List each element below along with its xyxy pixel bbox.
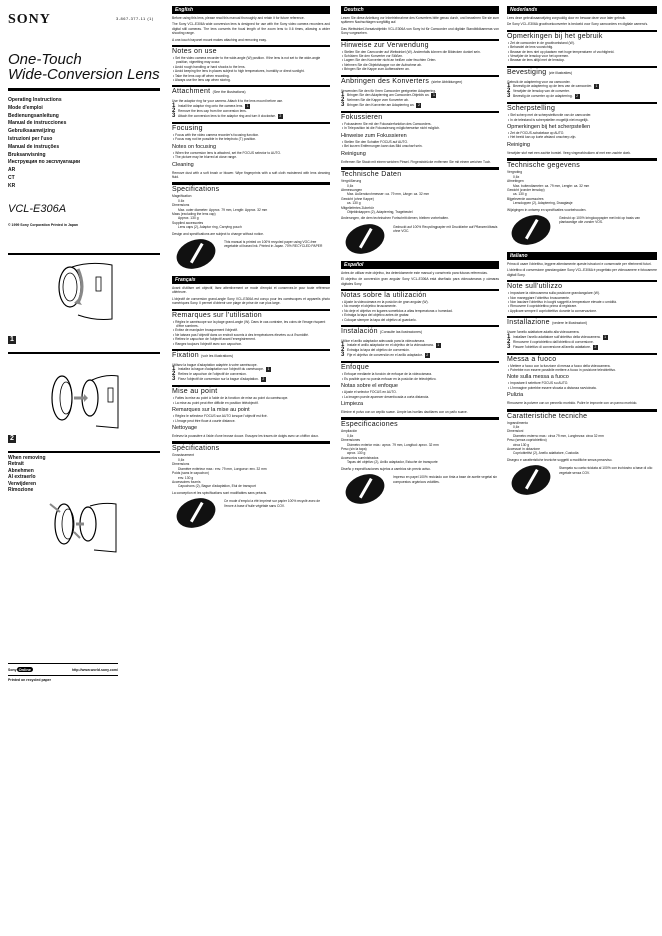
focusing-heading: Messa a fuoco (507, 355, 557, 363)
website-url[interactable]: http://www.world.sony.com/ (71, 667, 118, 672)
spec-line: Diametro esterno max.: circa 79 mm, Lunghezza: circa 32 mm (513, 433, 604, 438)
spec-line: Copriobiettivi (2), Anello adattatore, Custodia (513, 451, 579, 456)
notes-heading: Notes on use (172, 48, 217, 56)
recycle-logo-icon (507, 460, 554, 500)
figure-ref: 1 (246, 103, 249, 108)
step-item: 1 Bringen Sie den Adapterring am Camcorder-Objektiv an. 1 (341, 92, 435, 99)
language-header: Italiano (507, 252, 657, 260)
intro-paragraph: A one-touch bayonet mount makes attaching and removing easy. (172, 37, 267, 42)
intro-paragraph: Prima di usare l'obiettivo, leggere attentamente queste istruzioni e conservarle per riferimenti futuri. (507, 261, 652, 266)
focus-item: • In de telestand is scherpstellen mogelijk niet mogelijk. (508, 117, 589, 122)
divider (8, 451, 160, 453)
note-item: • No deje el objetivo en lugares sometidos a altas temperaturas o humedad. (342, 308, 453, 313)
spec-line: Gewicht (zonder lensdop) (507, 187, 545, 192)
spec-line: Vergrößerung (341, 179, 362, 184)
spec-line: ca. 130 g (513, 192, 527, 197)
language-list: Operating Instructions Mode d'emploi Bedienungsanleitung Manual de instrucciones Gebruiksaanwijzing Istruzioni per l'uso Manual de instruções Bruksanvisning Инструкция по эксплуатации AR CT KR (8, 97, 81, 189)
focus-item: • Focus may not be possible in the telephoto (T) position. (173, 137, 257, 142)
notes-heading: Notas sobre la utilización (341, 291, 427, 299)
intro-paragraph: Das Weitwinkel-Vorsatzobjektiv VCL-E306A von Sony ist für Camcorder und digitale Standbildkameras von Sony vorgesehen. (341, 26, 499, 36)
step-item: 3 Bevestig de converter op de adapterring. 2 (507, 93, 579, 100)
divider (8, 88, 160, 91)
note-item: • Nehmen Sie die Objektivkappe vor der Aufnahme ab. (342, 62, 422, 67)
note-item: • Coloque siempre la tapa del objetivo al guardarlo. (342, 317, 417, 322)
focus-note-item: • Zet de FOCUS-schakelaar op AUTO. (508, 131, 565, 136)
language-header: Español (341, 261, 499, 269)
spec-note: Design and specifications are subject to change without notice. (172, 231, 264, 236)
step-item: 2 Retirez le capuchon de l'objectif de conversion. (172, 371, 247, 378)
spec-line: 0,6x (513, 425, 520, 430)
focus-note-item: • Réglez le sélecteur FOCUS sur AUTO lorsque l'objectif est fixé. (173, 414, 268, 419)
specs-heading: Technische gegevens (507, 162, 581, 170)
step-item: 1 Installez la bague d'adaptation sur l'objectif du caméscope. 1 (172, 366, 270, 373)
cover-column (8, 4, 160, 559)
section-italiano (507, 252, 657, 494)
attachment-intro: Use the adaptor ring for your camera. Attach it to the lens mount before use. (172, 99, 284, 104)
focus-note-item: • L'immagine potrebbe essere sfocata a distanza ravvicinata. (508, 385, 597, 390)
spec-line: Peso (sin la tapa) (341, 447, 367, 452)
recycle-notice: Stampato su carta riciclata al 100% con inchiostro a base di olio vegetale senza COV. (507, 466, 657, 494)
cleaning-heading: Limpieza (341, 401, 364, 408)
focus-item: • Faites la mise au point à l'aide de la fonction de mise au point du caméscope. (173, 396, 289, 401)
spec-line: 0,6x (178, 457, 185, 462)
section-nederlands (507, 6, 657, 244)
attachment-heading: Fixation (voir les illustrations) (172, 352, 234, 360)
spec-line: Accesorios suministrados (341, 455, 379, 460)
spec-note: Wijzigingen in ontwerp en specificaties voorbehouden. (507, 207, 587, 212)
note-item: • Set the video camera recorder to the wide-angle (W) position. If the lens is not set to the wide-angle position, vignetting may occur. (173, 56, 321, 65)
step-item: 1 Bevestig de adapterring op de lens van de camcorder. 1 (507, 83, 598, 90)
spec-line: Approx. 130 g (178, 216, 199, 221)
specs-heading: Technische Daten (341, 171, 402, 179)
spec-line: Mass (excluding the lens cap) (172, 211, 216, 216)
spec-line: Ingrandimento (507, 420, 529, 425)
note-item: • Avoid keeping the lens in places subject to high temperatures, humidity or direct sunlight. (173, 69, 305, 74)
spec-note: Änderungen, die dem technischen Fortschritt dienen, bleiben vorbehalten. (341, 216, 449, 221)
step-item: 2 Remove the lens cap from the conversion lens. (172, 107, 247, 114)
spec-line: Tapas del objetivo (2), Anillo adaptador, Estuche de transporte (347, 460, 438, 465)
intro-paragraph: Antes de utilizar este objetivo, lea detenidamente este manual y consérvelo para futuras referencias. (341, 270, 488, 275)
step-item: 3 Bringen Sie den Konverter am Adapterring an. 2 (341, 102, 420, 109)
spec-line: Peso (senza copriobiettivo) (507, 438, 547, 443)
note-item: • Applicare sempre il copriobiettivo durante la conservazione. (508, 308, 597, 313)
step-item: 3 Fixez l'objectif de conversion sur la bague d'adaptation. 2 (172, 376, 265, 383)
specs-heading: Spécifications (172, 445, 220, 453)
note-item: • Réglez le caméscope sur la plage grand-angle (W). Dans le cas contraire, les coins de l'image risquent d'être sombres. (173, 319, 326, 328)
spec-line: Capuchons (2), Bague d'adaptation, Etui de transport (178, 484, 256, 489)
focusing-heading: Mise au point (172, 388, 218, 396)
copyright: © 1999 Sony Corporation Printed in Japan (8, 222, 79, 227)
spec-line: Poids (sans le capuchon) (172, 471, 210, 476)
focus-note-item: • L'image peut être floue à courte distance. (173, 418, 236, 423)
figure-ref: 2 (594, 344, 597, 349)
spec-line: env. 130 g (178, 475, 194, 480)
spec-line: Vergroting (507, 170, 523, 175)
intro-paragraph: Avant d'utiliser cet objectif, lisez attentivement ce mode d'emploi et conservez-le pour toute référence ultérieure. (172, 285, 330, 295)
focus-notes-heading: Opmerkingen bij het scherpstellen (507, 124, 591, 131)
focus-notes-heading: Note sulla messa a fuoco (507, 374, 569, 381)
spec-line: Supplied accessories (172, 220, 204, 225)
attachment-intro: Utilice el anillo adaptador adecuado para la videocámara. (341, 339, 425, 343)
focus-notes-heading: Remarques sur la mise au point (172, 407, 250, 414)
removing-labels: When removing Retrait Abnehmen Al extraerlo Verwijderen Rimozione (8, 454, 46, 494)
lens-insert-illustration (50, 358, 120, 440)
figure-ref: 2 (417, 103, 420, 108)
focus-item: • Es posible que no pueda enfocar en la posición de teleobjetivo. (342, 376, 437, 381)
figure-ref: 1 (595, 84, 598, 89)
recycle-notice: Impreso en papel 100% reciclado con tinta a base de aceite vegetal sin compuestos orgánicos volátiles. (341, 475, 499, 503)
spec-line: Max. outer diameter: Approx. 79 mm, Length: Approx. 32 mm (178, 207, 268, 212)
figure-ref: 2 (426, 353, 429, 358)
specs-heading: Especificaciones (341, 421, 398, 429)
figure-ref: 2 (262, 377, 265, 382)
attachment-heading: Installazione (vedere le illustrazioni) (507, 319, 588, 327)
note-item: • Stellen Sie den Camcorder auf Weitwinkel (W). Andernfalls können die Bildecken dunkel sein. (342, 49, 481, 54)
note-item: • Verwijder de lensdop voor het opnemen. (508, 54, 570, 59)
spec-line: Grossissement (172, 453, 194, 458)
divider (8, 253, 160, 255)
note-item: • Zet de camcorder in de groothoekstand (W). (508, 40, 575, 45)
intro-paragraph: El objetivo de conversión gran angular Sony VCL-E306A está diseñado para videocámaras y cámaras digitales Sony. (341, 277, 499, 286)
column-english-french (172, 4, 330, 527)
section-deutsch (341, 6, 499, 253)
spec-line: 0,6x (347, 183, 354, 188)
attachment-heading: Anbringen des Konverters (siehe Abbildungen) (341, 77, 463, 85)
focus-item: • In Teleposition ist die Fokussierung möglicherweise nicht möglich. (342, 126, 441, 131)
note-item: • Ajuste la videocámara en la posición de gran angular (W). (342, 299, 429, 304)
cleaning-text: Verwijder stof met een zachte borstel. Veeg vingerafdrukken af met een zachte doek. (507, 150, 631, 155)
note-item: • Always use the lens cap when storing. (173, 78, 231, 83)
figure-ref: 1 (267, 367, 270, 372)
cleaning-text: Remove dust with a soft brush or blower. Wipe fingerprints with a soft cloth moistened with lens cleaning fluid. (172, 170, 330, 179)
part-number: 3-867-377-11 (1) (116, 16, 154, 21)
cleaning-text: Entfernen Sie Staub mit einem weichen Pinsel. Fingerabdrücke entfernen Sie mit einem weichen Tuch. (341, 159, 492, 164)
figure-number: 2 (8, 435, 16, 443)
figure-ref: 2 (576, 94, 579, 99)
spec-line: circa 130 g (513, 442, 530, 447)
sony-online-logo: Sony Online (8, 667, 32, 672)
focus-item: • Fokussieren Sie mit der Fokussierfunktion des Camcorders. (342, 122, 432, 127)
spec-line: Gewicht (ohne Kappe) (341, 196, 374, 201)
note-item: • Extraiga la tapa del objetivo antes de grabar. (342, 313, 410, 318)
cleaning-heading: Reiniging (507, 141, 530, 148)
recycle-notice: This manual is printed on 100% recycled paper using VOC-free vegetable oil based ink. Printed in Japan. 70% RECYCLED PAPER (172, 240, 330, 268)
cleaning-heading: Pulizia (507, 392, 524, 399)
section-english (172, 6, 330, 268)
note-item: • Bringen Sie die Kappe zum Aufbewahren an. (342, 67, 410, 72)
language-header: Deutsch (341, 6, 499, 14)
divider (8, 675, 118, 676)
focus-item: • Focus with the video camera recorder's focusing function. (173, 132, 260, 137)
focusing-heading: Fokussieren (341, 114, 383, 122)
figure-number: 1 (8, 336, 16, 344)
notes-heading: Remarques sur l'utilisation (172, 311, 262, 319)
spec-line: Accessoires fournis (172, 479, 201, 484)
attachment-heading: Instalación (Consulte las ilustraciones) (341, 328, 423, 335)
language-header: Français (172, 276, 330, 284)
notes-heading: Hinweise zur Verwendung (341, 41, 429, 49)
focus-note-item: • Impostare il selettore FOCUS su AUTO. (508, 381, 569, 386)
spec-line: Magnification (172, 194, 192, 199)
spec-line: Accessori in dotazione (507, 447, 540, 452)
note-item: • Rimuovere il copriobiettivo prima di registrare. (508, 304, 578, 309)
figure-ref: 1 (432, 93, 435, 98)
note-item: • Behandel de lens voorzichtig. (508, 45, 554, 50)
note-item: • Avoid rough handling or hard shocks to the lens. (173, 64, 246, 69)
recycle-notice: Ce mode d'emploi a été imprimé sur papier 100% recyclé avec de l'encre à base d'huile végétale sans COV. (172, 499, 330, 527)
cleaning-heading: Nettoyage (172, 425, 198, 432)
focus-item: • Mettere a fuoco con la funzione di messa a fuoco della videocamera. (508, 363, 611, 368)
spec-line: aprox. 130 g (347, 451, 366, 456)
intro-paragraph: Lesen Sie diese Anleitung vor Inbetriebnahme des Konverters bitte genau durch, und bewahren Sie sie zum späteren Nachschlagen sorgfältig auf. (341, 16, 499, 25)
attachment-intro: Verwenden Sie den für Ihren Camcorder geeigneten Adapterring. (341, 88, 436, 93)
note-item: • Evitez de manipuler brusquement l'objectif. (173, 328, 238, 333)
focus-note-item: • La imagen puede aparecer desenfocada a corta distancia. (342, 394, 430, 399)
language-header: English (172, 6, 330, 14)
intro-paragraph: Lees deze gebruiksaanwijzing zorgvuldig door en bewaar deze voor later gebruik. (507, 16, 627, 20)
camera-lens-attach-illustration (50, 259, 120, 341)
focus-item: • Stel scherp met de scherpstelfunctie van de camcorder. (508, 113, 592, 118)
specs-heading: Specifications (172, 186, 220, 194)
attachment-intro: Gebruik de adapterring voor uw camcorder. (507, 79, 571, 84)
spec-note: Diseño y especificaciones sujetos a cambios sin previo aviso. (341, 466, 431, 471)
spec-line: Dimensions (172, 462, 190, 467)
attachment-intro: Usare l'anello adattatore adatto alla videocamera. (507, 330, 580, 335)
spec-line: 0,6x (347, 433, 354, 438)
focusing-heading: Focusing (172, 124, 203, 132)
note-item: • Bewaar de lens niet op plaatsen met hoge temperaturen of vochtigheid. (508, 49, 615, 54)
section-espanol (341, 261, 499, 503)
step-item: 1 Installare l'anello adattatore sull'obiettivo della videocamera. 1 (507, 333, 607, 340)
focus-notes-heading: Notas sobre el enfoque (341, 383, 398, 390)
cleaning-text: Rimuovere la polvere con un pennello morbido. Pulire le impronte con un panno morbido. (507, 401, 638, 406)
recycle-notice: Gedruckt auf 100% Recyclingpapier mit Druckfarbe auf Pflanzenölbasis ohne VOC. (341, 225, 499, 253)
cleaning-text: Elimine el polvo con un cepillo suave. Limpie las huellas dactilares con un paño suave. (341, 410, 468, 415)
step-item: 3 Attach the conversion lens to the adaptor ring and turn it clockwise. 2 (172, 112, 282, 119)
focusing-heading: Scherpstelling (507, 105, 556, 113)
spec-line: Max. Außendurchmesser: ca. 79 mm, Länge: ca. 32 mm (347, 192, 430, 197)
focusing-heading: Enfoque (341, 364, 370, 372)
spec-note: La conception et les spécifications sont modifiables sans préavis. (172, 490, 268, 495)
spec-line: Max. buitendiameter: ca. 79 mm, Lengte: ca. 32 mm (513, 183, 590, 188)
intro-paragraph: L'obiettivo di conversione grandangolare Sony VCL-E306A è progettato per videocamere e fotocamere digitali Sony. (507, 268, 657, 277)
intro-paragraph: The Sony VCL-E306A wide conversion lens is designed for use with the Sony video camera recorders and digital still cameras. The lens converts the focal length of the zoom lens to 0.6 times, allowing a wider shooting range. (172, 22, 330, 36)
focus-note-item: • Ajuste el selector FOCUS en AUTO. (342, 390, 397, 395)
notes-heading: Note sull'utilizzo (507, 283, 563, 291)
focus-note-item: • When the conversion lens is attached, set the FOCUS selector to AUTO. (173, 150, 281, 155)
spec-line: Dimensions (172, 203, 190, 208)
figure-ref: 1 (437, 343, 440, 348)
note-item: • Impostare la videocamera sulla posizione grandangolare (W). (508, 291, 600, 296)
notes-heading: Opmerkingen bij het gebruik (507, 32, 603, 40)
spec-line: Dimensioni (507, 429, 524, 434)
cleaning-text: Enlevez la poussière à l'aide d'une brosse douce. Essuyez les traces de doigts avec un chiffon doux. (172, 434, 319, 439)
step-item: 2 Rimuovere il copriobiettivo dall'obiettivo di conversione. (507, 338, 594, 345)
spec-line: 0,6x (513, 174, 520, 179)
figure-ref: 2 (279, 113, 282, 118)
step-item: 1 Install the adaptor ring onto the camera lens. 1 (172, 102, 249, 109)
focus-notes-heading: Hinweise zum Fokussieren (341, 132, 407, 139)
note-item: • Retirez le capuchon de l'objectif avant l'enregistrement. (173, 337, 256, 342)
attachment-heading: Bevestiging (zie illustraties) (507, 68, 573, 76)
recycle-notice: Gedrukt op 100% kringlooppapier met inkt op basis van plantaardige olie zonder VOS. (507, 216, 657, 244)
lens-removal-illustration (48, 498, 118, 554)
model-number: VCL-E306A (8, 202, 67, 215)
step-item: 2 Verwijder de lensdop van de converter. (507, 88, 570, 95)
step-item: 3 Fije el objetivo de conversión en el anillo adaptador. 2 (341, 352, 429, 359)
focus-note-item: • The picture may be blurred at close range. (173, 155, 237, 160)
intro-paragraph: Before using this lens, please read this manual thoroughly and retain it for future reference. (172, 16, 305, 20)
recycled-paper-note: Printed on recycled paper (8, 678, 51, 682)
note-item: • Non lasciare l'obiettivo in luoghi soggetti a temperature elevate o umidità. (508, 299, 617, 304)
spec-line: Lensdoppen (2), Adapterring, Draagtasje (513, 201, 573, 206)
spec-line: Objektivkappen (2), Adapterring, Tragebeutel (347, 209, 413, 214)
recycle-logo-icon (172, 493, 219, 533)
spec-line: Mitgeliefertes Zubehör (341, 205, 374, 210)
step-item: 2 Extraiga la tapa del objetivo de conversión. (341, 347, 410, 354)
note-item: • Ne laissez pas l'objectif dans un endroit soumis à des températures élevées ou à l'humidité. (173, 332, 309, 337)
note-item: • Rangez toujours l'objectif avec son capuchon. (173, 341, 243, 346)
cleaning-heading: Reinigung (341, 150, 366, 157)
column-german-spanish (341, 4, 499, 503)
spec-line: Diámetro exterior máx.: aprox. 79 mm, Longitud: aprox. 32 mm (347, 442, 439, 447)
note-item: • Bewaar de lens altijd met de lensdop. (508, 58, 565, 63)
spec-line: Bijgeleverde accessoires (507, 196, 544, 201)
step-item: 2 Nehmen Sie die Kappe vom Konverter ab. (341, 97, 409, 104)
spec-line: Lens caps (2), Adaptor ring, Carrying pouch (178, 225, 242, 230)
spec-line: 0.6x (178, 198, 185, 203)
spec-line: Dimensiones (341, 438, 361, 443)
sony-logo: SONY (8, 12, 51, 27)
note-item: • Take the lens cap off when recording. (173, 73, 230, 78)
intro-paragraph: De Sony VCL-E306A groothoekconverter is bedoeld voor Sony camcorders en digitale camera's. (507, 22, 649, 27)
footer (8, 663, 118, 682)
step-item: 1 Instale el anillo adaptador en el objetivo de la videocámara. 1 (341, 342, 440, 349)
recycle-logo-icon (341, 469, 388, 509)
section-francais (172, 276, 330, 527)
note-item: • Non maneggiare l'obiettivo bruscamente. (508, 295, 570, 300)
specs-heading: Caratteristiche tecniche (507, 412, 588, 420)
note-item: • Lagern Sie den Konverter nicht an heißen oder feuchten Orten. (342, 58, 437, 63)
focus-item: • Enfoque mediante la función de enfoque de la videocámara. (342, 372, 433, 377)
spec-note: Disegno e caratteristiche tecniche soggetti a modifiche senza preavviso. (507, 457, 613, 462)
figure-ref: 1 (604, 334, 607, 339)
product-title: One-Touch Wide-Conversion Lens (8, 51, 160, 83)
focus-notes-heading: Notes on focusing (172, 143, 217, 150)
divider (8, 352, 160, 354)
note-item: • Schützen Sie den Konverter vor Stößen. (342, 54, 404, 59)
focus-item: • Potrebbe non essere possibile mettere a fuoco in posizione teleobiettivo. (508, 368, 617, 372)
language-header: Nederlands (507, 6, 657, 14)
spec-line: ca. 130 g (347, 201, 361, 206)
spec-line: Ampliación (341, 429, 358, 434)
spec-line: Afmetingen (507, 179, 524, 184)
intro-paragraph: L'objectif de conversion grand-angle Sony VCL-E306A est conçu pour les caméscopes et appareils photo numériques Sony. Il permet d'obtenir une plage de prise de vue plus large. (172, 296, 330, 306)
focus-note-item: • Het beeld kan op korte afstand onscherp zijn. (508, 135, 577, 140)
column-dutch-italian (507, 4, 657, 494)
spec-line: Abmessungen (341, 187, 363, 192)
step-item: 3 Fissare l'obiettivo di conversione all'anello adattatore. 2 (507, 343, 597, 350)
focus-note-item: • Bei kurzen Entfernungen kann das Bild unscharf sein. (342, 144, 423, 149)
note-item: • No maneje el objetivo bruscamente. (342, 304, 397, 309)
attachment-heading: Attachment (See the illustrations) (172, 88, 246, 96)
spec-line: Diamètre extérieur max.: env. 79 mm, Longueur: env. 32 mm (178, 466, 267, 471)
attachment-intro: Utilisez la bague d'adaptation adaptée à votre caméscope. (172, 363, 258, 368)
focus-item: • La mise au point peut être difficile en position téléobjectif. (173, 400, 259, 405)
cleaning-heading: Cleaning (172, 161, 194, 168)
focus-note-item: • Stellen Sie den Schalter FOCUS auf AUTO. (342, 139, 408, 144)
